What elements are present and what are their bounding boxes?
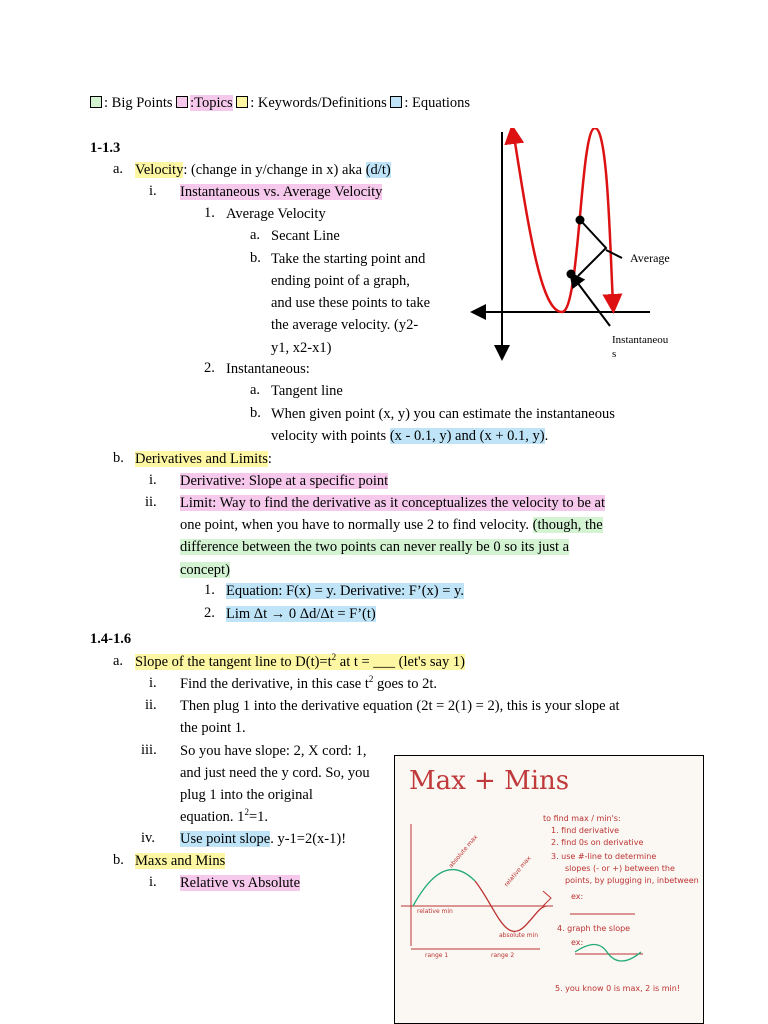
wb-rel-max: relative max xyxy=(503,854,533,889)
s2-ii-marker: ii. xyxy=(145,697,157,713)
equations-swatch xyxy=(390,96,402,108)
s1-bii-marker: ii. xyxy=(145,494,157,510)
s2-iii-l3: plug 1 into the original xyxy=(180,787,313,803)
s2-a-text: Slope of the tangent line to $D(t)=t^2$ at t = ___ (let's say 1) xyxy=(135,652,465,670)
s2-iv-marker: iv. xyxy=(141,830,155,846)
wb-abs-min: absolute min xyxy=(499,932,539,939)
s1-sa-text: Secant Line xyxy=(271,228,340,244)
s1-sb-l4: the average velocity. (y2- xyxy=(271,317,419,333)
legend-equations: : Equations xyxy=(404,95,471,111)
wb-step-4: slopes (- or +) between the xyxy=(565,864,675,873)
wb-step-2: 2. find 0s on derivative xyxy=(551,838,644,847)
s1-e1-marker: 1. xyxy=(204,582,215,598)
wb-step-0: to find max / min's: xyxy=(543,814,621,823)
legend-big-points: : Big Points xyxy=(104,95,173,111)
s1-1-marker: 1. xyxy=(204,205,215,221)
s1-bii-l4: concept) xyxy=(180,562,230,578)
s1-sb-l3: and use these points to take xyxy=(271,295,431,311)
whiteboard-sketch xyxy=(395,756,703,1023)
wb-step-1: 1. find derivative xyxy=(551,826,620,835)
wb-rel-min: relative min xyxy=(417,908,453,915)
s1-bi-text: Derivative: Slope at a specific point xyxy=(180,473,389,489)
position-curve xyxy=(514,128,613,312)
s1-sa-marker: a. xyxy=(250,227,261,243)
whiteboard-title: Max + Mins xyxy=(409,766,570,796)
wb-abs-max: absolute max xyxy=(447,833,480,870)
s1-bii-l2: one point, when you have to normally use 2 to find velocity. (though, the xyxy=(180,517,603,533)
wb-curve-green xyxy=(413,870,475,906)
s1-i-text: Instantaneous vs. Average Velocity xyxy=(180,184,383,200)
wb-slope-curve xyxy=(575,945,641,962)
s2-iii-l2: and just need the y cord. So, you xyxy=(180,765,370,781)
wb-step-8: ex: xyxy=(571,938,584,947)
s1-e1-text: Equation: F(x) = y. Derivative: F’(x) = y. xyxy=(226,583,464,599)
s1-sb-marker: b. xyxy=(250,250,261,266)
velocity-graph xyxy=(470,128,685,368)
s1-bii-l1: Limit: Way to find the derivative as it conceptualizes the velocity to be at xyxy=(180,495,605,511)
s2-bi-marker: i. xyxy=(149,874,157,890)
instantaneous-label: Instantaneou s xyxy=(612,334,669,360)
s1-bii-l3: difference between the two points can never really be 0 so its just a xyxy=(180,539,570,555)
s1-ta-marker: a. xyxy=(250,382,261,398)
legend xyxy=(90,94,470,112)
s1-e2-text: Lim Δt → 0 Δd/Δt = F’(t) xyxy=(226,606,376,622)
velocity-graph-svg xyxy=(470,128,685,368)
s1-tb-l1: When given point (x, y) you can estimate the instantaneous xyxy=(271,406,615,422)
s1-tb-l2: velocity with points (x - 0.1, y) and (x + 0.1, y). xyxy=(271,428,549,444)
s2-a-marker: a. xyxy=(113,653,124,669)
wb-step-6: ex: xyxy=(571,892,584,901)
s1-1-text: Average Velocity xyxy=(226,206,326,222)
s1-i-marker: i. xyxy=(149,183,157,199)
average-pointer xyxy=(578,222,606,276)
wb-step-5: points, by plugging in, inbetween xyxy=(565,876,699,885)
s1-sb-l2: ending point of a graph, xyxy=(271,273,410,289)
s2-ii-l1: Then plug 1 into the derivative equation (2t = 2(1) = 2), this is your slope at xyxy=(180,698,620,714)
wb-range1: range 1 xyxy=(425,952,449,959)
s2-iii-l1: So you have slope: 2, X cord: 1, xyxy=(180,743,367,759)
s1-a-marker: a. xyxy=(113,161,124,177)
wb-step-7: 4. graph the slope xyxy=(557,924,631,933)
wb-arrow xyxy=(543,891,551,906)
whiteboard-photo xyxy=(394,755,704,1024)
s2-iv-text: Use point slope. y-1=2(x-1)! xyxy=(180,831,347,847)
keywords-swatch xyxy=(236,96,248,108)
s1-e2-marker: 2. xyxy=(204,605,215,621)
s1-sb-l5: y1, x2-x1) xyxy=(271,340,332,356)
big-points-swatch xyxy=(90,96,102,108)
topics-swatch xyxy=(176,96,188,108)
s2-i-text: Find the derivative, in this case $t^2$ goes to 2t. xyxy=(180,674,438,692)
s1-ta-text: Tangent line xyxy=(271,383,343,399)
curve-start-arrow xyxy=(513,134,514,142)
s1-sb-l1: Take the starting point and xyxy=(271,251,426,267)
s2-i-marker: i. xyxy=(149,675,157,691)
s1-tb-marker: b. xyxy=(250,405,261,421)
section-2-header: 1.4-1.6 xyxy=(90,631,132,647)
average-pointer-tail xyxy=(606,250,622,258)
s1-a-text: Velocity: (change in y/change in x) aka (d/t) xyxy=(135,162,391,178)
s1-bi-marker: i. xyxy=(149,472,157,488)
s1-b-text: Derivatives and Limits: xyxy=(135,451,272,467)
wb-range2: range 2 xyxy=(491,952,515,959)
point-lower xyxy=(567,270,576,279)
wb-step-9: 5. you know 0 is max, 2 is min! xyxy=(555,984,681,993)
s2-b-marker: b. xyxy=(113,852,124,868)
instantaneous-pointer xyxy=(574,278,610,326)
s1-2-marker: 2. xyxy=(204,360,215,376)
s2-iii-marker: iii. xyxy=(141,742,157,758)
wb-step-3: 3. use #-line to determine xyxy=(551,852,657,861)
section-1-header: 1-1.3 xyxy=(90,140,121,156)
s2-b-text: Maxs and Mins xyxy=(135,853,226,869)
s1-b-marker: b. xyxy=(113,450,124,466)
s2-bi-text: Relative vs Absolute xyxy=(180,875,301,891)
legend-keywords: : Keywords/Definitions xyxy=(250,95,387,111)
s2-ii-l2: the point 1. xyxy=(180,720,246,736)
legend-topics: :Topics xyxy=(190,95,233,111)
average-label: Average xyxy=(630,251,670,265)
s2-iii-l4: equation. $1^2=1$. xyxy=(180,807,268,825)
s1-2-text: Instantaneous: xyxy=(226,361,310,377)
